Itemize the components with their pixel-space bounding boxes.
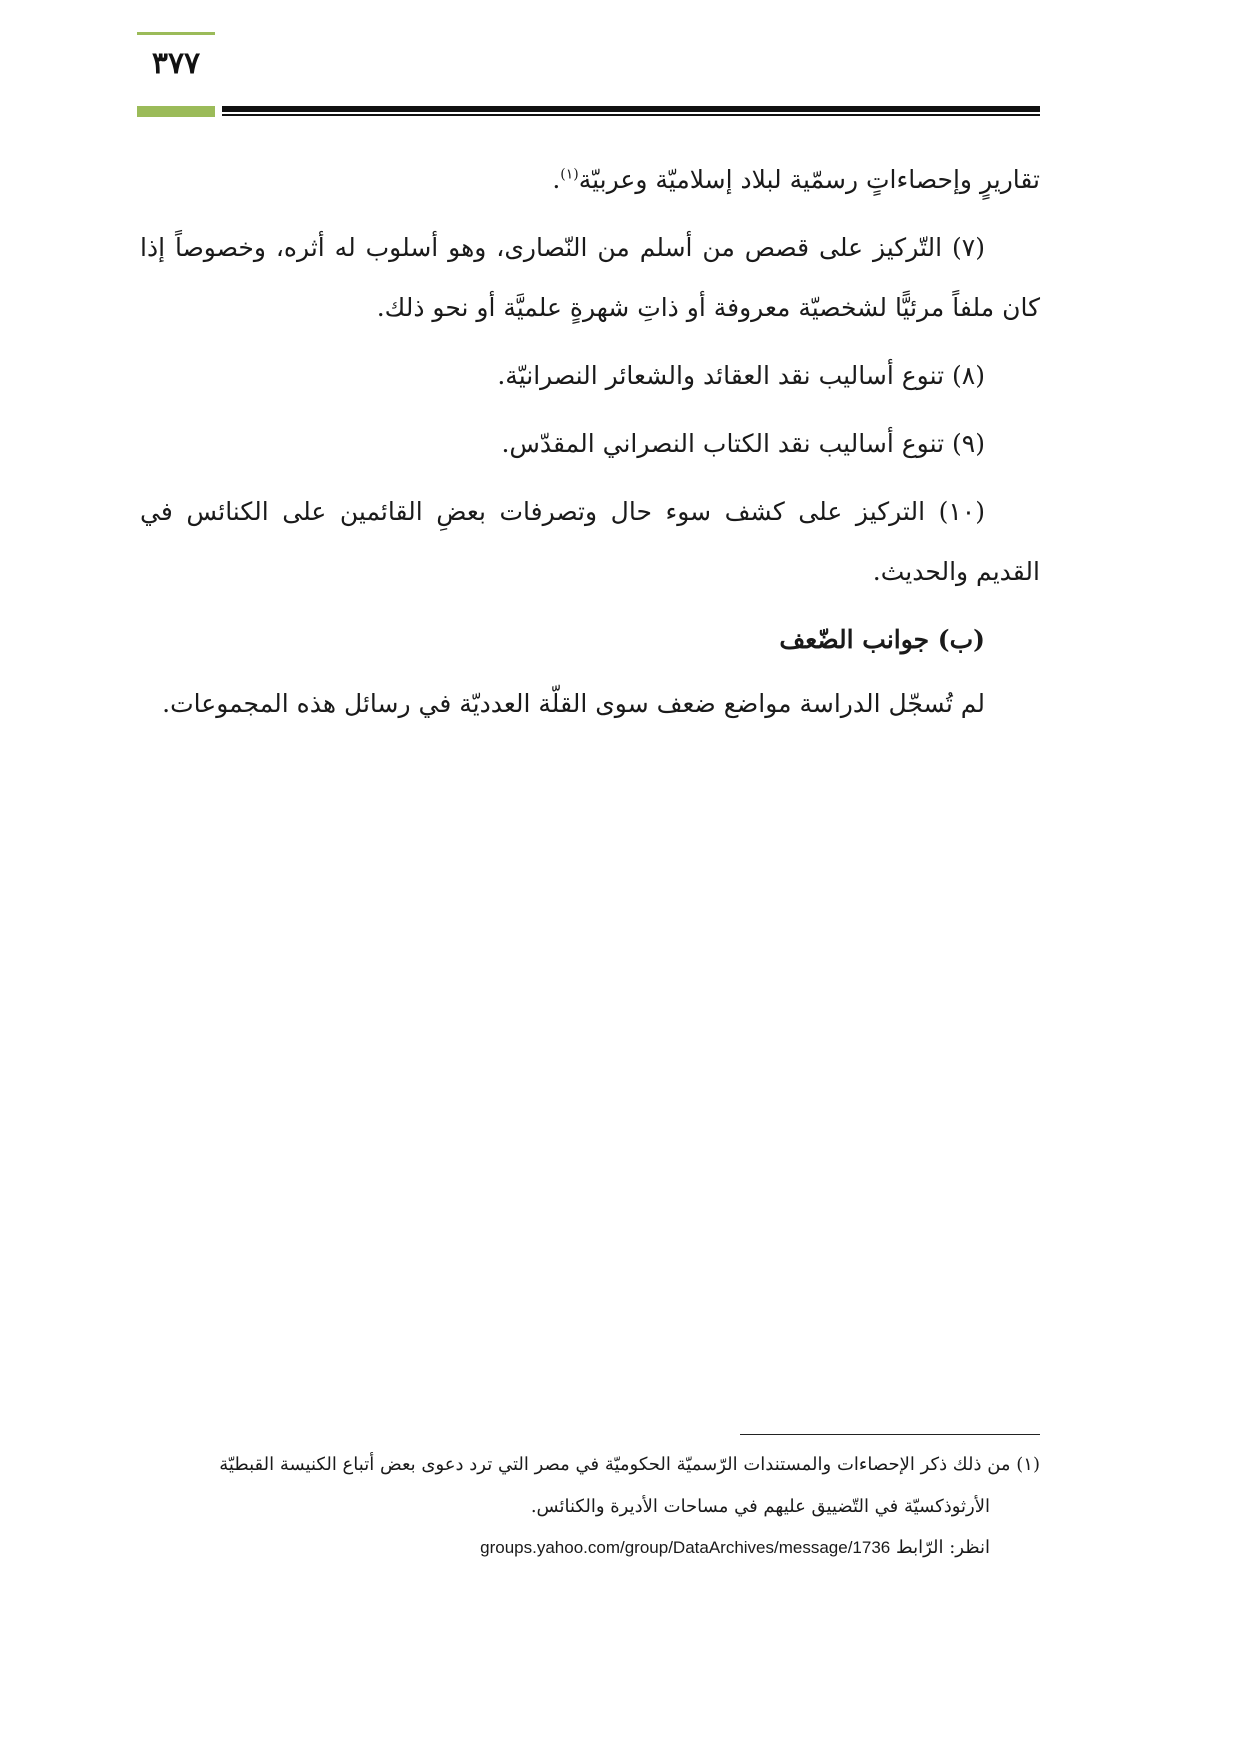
list-item-7: (٧) التّركيز على قصص من أسلم من النّصارى، وهو أسلوب له أثره، وخصوصاً إذا كان ملفاً مرئيًّا لشخصيّة معروفة أو ذاتِ شهرةٍ علميَّة أو نحو ذلك. (140, 233, 1040, 322)
header-accent-bar (137, 106, 215, 117)
list-item-10: (١٠) التركيز على كشف سوء حال وتصرفات بعضِ القائمين على الكنائس في القديم والحديث. (140, 497, 1040, 586)
footnote-link-line (145, 1528, 1040, 1568)
header-rule-thick (222, 106, 1040, 112)
continuation-end: . (552, 165, 561, 194)
continuation-text: تقاريرٍ وإحصاءاتٍ رسمّية لبلاد إسلاميّة وعربيّة (578, 165, 1040, 194)
footnote (145, 1444, 1040, 1568)
page-body (140, 150, 1040, 734)
footnote-line-2: الأرثوذكسيّة في التّضييق عليهم في مساحات الأديرة والكنائس. (530, 1496, 990, 1517)
section-heading-weaknesses: (ب) جوانب الضّعف (779, 625, 985, 654)
footnote-link-label: انظر: الرّابط (895, 1537, 990, 1558)
paragraph-continuation (140, 150, 1040, 210)
footnote-link-url[interactable]: groups.yahoo.com/group/DataArchives/message/1736 (480, 1538, 891, 1557)
page-number: ٣٧٧ (151, 46, 201, 81)
header-top-accent-line (137, 32, 215, 35)
footnote-line-1: (١) من ذلك ذكر الإحصاءات والمستندات الرّسميّة الحكوميّة في مصر التي ترد دعوى بعض أتباع الكنيسة القبطيّة (219, 1454, 1040, 1475)
section-weaknesses-text: لم تُسجّل الدراسة مواضع ضعف سوى القلّة العدديّة في رسائل هذه المجموعات. (162, 689, 985, 718)
footnote-reference: (١) (560, 166, 579, 183)
header-rule-thin (222, 114, 1040, 116)
list-item-9: (٩) تنوع أساليب نقد الكتاب النصراني المقدّس. (501, 429, 985, 458)
footnote-separator (740, 1434, 1040, 1435)
list-item-8: (٨) تنوع أساليب نقد العقائد والشعائر النصرانيّة. (497, 361, 985, 390)
